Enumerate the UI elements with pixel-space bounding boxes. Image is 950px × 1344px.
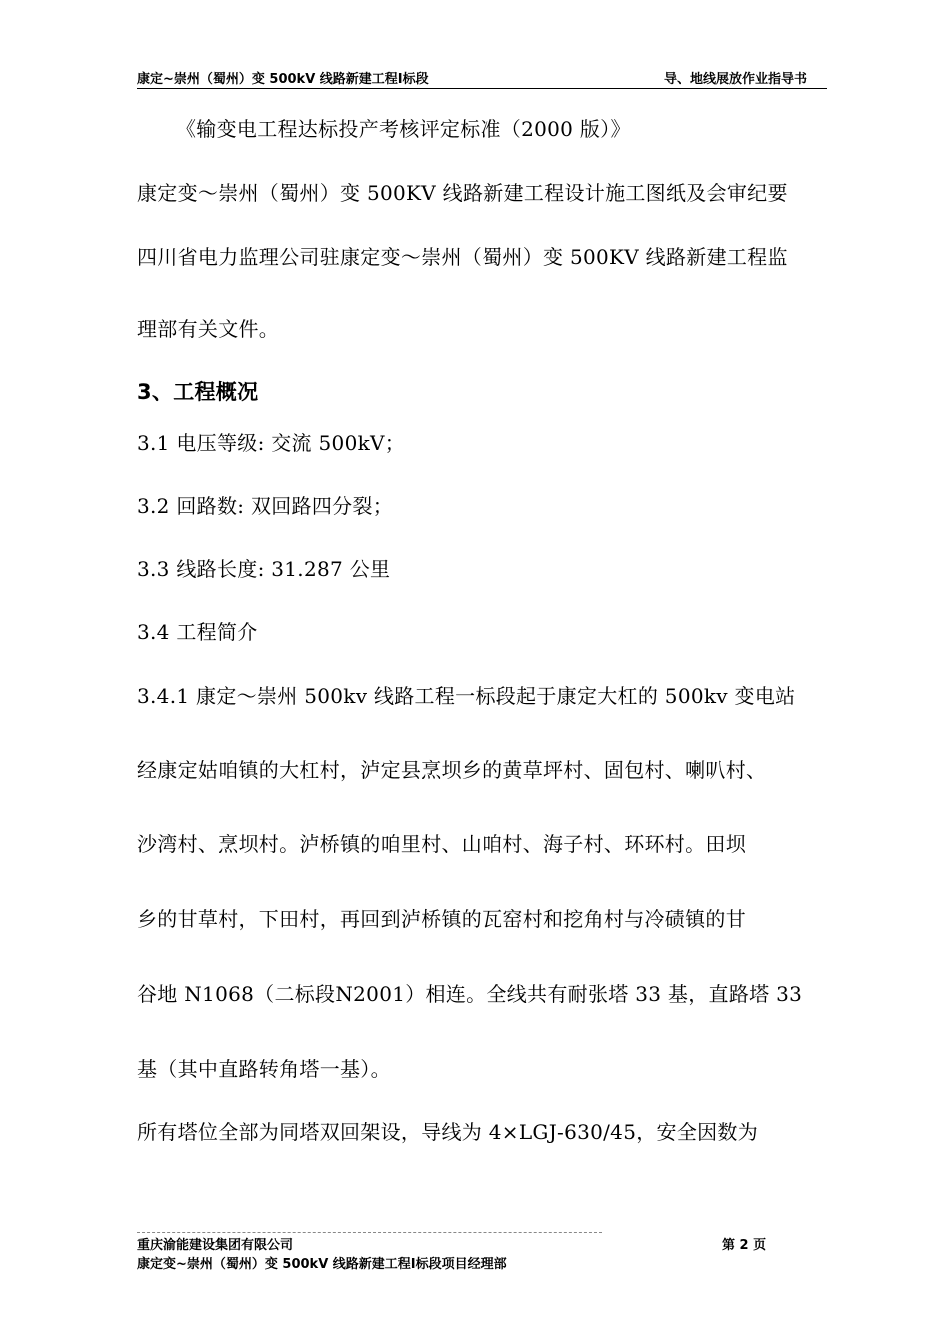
reference-drawings: 康定变～崇州（蜀州）变 500KV 线路新建工程设计施工图纸及会审纪要 (137, 181, 788, 205)
footer-department: 康定变~崇州（蜀州）变 500kV 线路新建工程Ⅰ标段项目经理部 (137, 1257, 507, 1272)
intro-paragraph-line-6: 基（其中直路转角塔一基）。 (137, 1057, 391, 1081)
section-title: 3、工程概况 (137, 380, 259, 404)
reference-supervision-line-1: 四川省电力监理公司驻康定变～崇州（蜀州）变 500KV 线路新建工程监 (137, 245, 788, 269)
item-circuits: 3.2 回路数: 双回路四分裂； (137, 494, 394, 518)
header-project-title: 康定~崇州（蜀州）变 500kV 线路新建工程Ⅰ标段 (137, 72, 429, 87)
item-voltage-level: 3.1 电压等级: 交流 500kV； (137, 431, 406, 455)
footer-company: 重庆渝能建设集团有限公司 (137, 1238, 294, 1253)
intro-paragraph-line-2: 经康定姑咱镇的大杠村，泸定县烹坝乡的黄草坪村、固包村、喇叭村、 (137, 758, 767, 782)
tower-paragraph-line-1: 所有塔位全部为同塔双回架设，导线为 4×LGJ-630/45，安全因数为 (137, 1120, 759, 1144)
item-line-length: 3.3 线路长度: 31.287 公里 (137, 557, 391, 581)
header-document-title: 导、地线展放作业指导书 (663, 72, 807, 87)
intro-paragraph-line-1: 3.4.1 康定～崇州 500kv 线路工程一标段起于康定大杠的 500kv 变电站 (137, 684, 796, 708)
intro-paragraph-line-4: 乡的甘草村，下田村，再回到泸桥镇的瓦窑村和挖角村与冷碛镇的甘 (137, 907, 746, 931)
item-project-intro: 3.4 工程简介 (137, 620, 258, 644)
intro-paragraph-line-3: 沙湾村、烹坝村。泸桥镇的咱里村、山咱村、海子村、环环村。田坝 (137, 832, 746, 856)
footer-page-number: 第 2 页 (722, 1238, 767, 1253)
reference-standard: 《输变电工程达标投产考核评定标准（2000 版）》 (176, 117, 631, 141)
footer-divider (137, 1232, 602, 1233)
intro-paragraph-line-5: 谷地 N1068（二标段N2001）相连。全线共有耐张塔 33 基，直路塔 33 (137, 982, 803, 1006)
reference-supervision-line-2: 理部有关文件。 (137, 317, 280, 341)
page-header (137, 66, 827, 89)
